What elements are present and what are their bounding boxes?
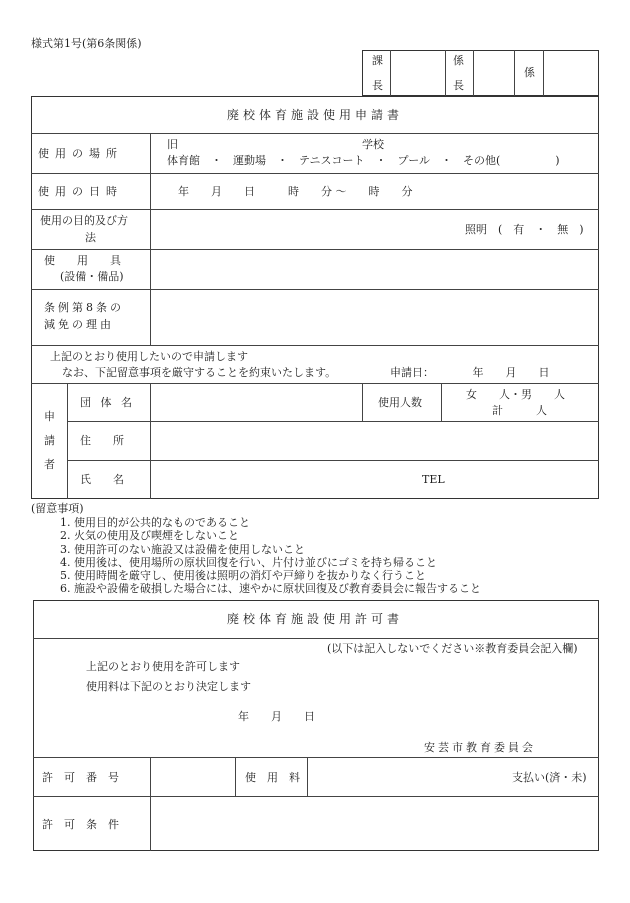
notes-header: (留意事項) xyxy=(31,502,84,515)
lighting-option[interactable]: 照明 ( 有 ・ 無 ) xyxy=(465,223,584,236)
permit-issuer: 安芸市教育委員会 xyxy=(424,741,536,754)
place-old: 旧 xyxy=(167,138,178,151)
permit-number-label: 許 可 番 号 xyxy=(42,771,119,784)
address-label: 住 所 xyxy=(80,434,124,447)
fee-input[interactable] xyxy=(308,758,498,796)
equipment-label: 使 用 具 xyxy=(44,254,121,267)
note-item: 6. 施設や設備を破損した場合には、速やかに原状回復及び教育委員会に報告すること xyxy=(60,582,481,595)
conditions-input[interactable] xyxy=(151,797,599,851)
org-name-input[interactable] xyxy=(151,384,361,421)
approval-kakaricho-label: 係 xyxy=(453,54,464,67)
permit-note: (以下は記入しないでください※教育委員会記入欄) xyxy=(327,642,578,655)
name-input[interactable] xyxy=(151,461,411,499)
note-item: 3. 使用許可のない施設又は設備を使用しないこと xyxy=(60,543,305,556)
payment-status[interactable]: 支払い(済・未) xyxy=(512,771,587,784)
approval-kakaricho-label-2: 長 xyxy=(453,79,464,92)
users-count-total[interactable]: 計 人 xyxy=(492,404,547,417)
purpose-label-2: 法 xyxy=(85,231,96,244)
declaration-text: 上記のとおり使用したいので申請します xyxy=(50,350,248,363)
permit-text: 上記のとおり使用を許可します xyxy=(86,660,240,673)
note-item: 2. 火気の使用及び喫煙をしないこと xyxy=(60,529,239,542)
fee-label: 使 用 料 xyxy=(245,771,300,784)
place-label: 使用の場所 xyxy=(38,147,123,160)
applicant-label-2: 請 xyxy=(44,434,55,447)
users-label: 使用人数 xyxy=(378,396,422,409)
name-label: 氏 名 xyxy=(80,473,124,486)
permit-number-input[interactable] xyxy=(151,758,234,796)
declaration-text-2: なお、下記留意事項を厳守することを約束いたします。 xyxy=(62,366,337,379)
equipment-input[interactable] xyxy=(151,250,599,289)
applicant-label-3: 者 xyxy=(44,458,55,471)
approval-ka-label: 課 xyxy=(372,54,383,67)
apply-date[interactable]: 申請日： 年 月 日 xyxy=(390,366,550,379)
approval-ka-label-2: 長 xyxy=(372,79,383,92)
note-item: 5. 使用時間を厳守し、使用後は照明の消灯や戸締りを抜かりなく行うこと xyxy=(60,569,426,582)
application-title: 廃校体育施設使用申請書 xyxy=(226,108,403,122)
date-label: 使用の日時 xyxy=(38,185,123,198)
users-count-female-male[interactable]: 女 人・男 人 xyxy=(466,388,565,401)
permit-date: 年 月 日 xyxy=(238,710,315,723)
equipment-label-2: (設備・備品) xyxy=(60,270,124,283)
conditions-label: 許 可 条 件 xyxy=(42,818,119,831)
place-options[interactable]: 体育館 ・ 運動場 ・ テニスコート ・ プール ・ その他( ) xyxy=(167,154,560,167)
purpose-label: 使用の目的及び方 xyxy=(40,214,128,227)
note-item: 4. 使用後は、使用場所の原状回復を行い、片付け並びにゴミを持ち帰ること xyxy=(60,556,437,569)
reduction-label: 条例第8条の xyxy=(44,301,124,314)
permit-text-2: 使用料は下記のとおり決定します xyxy=(86,680,251,693)
reduction-label-2: 減免の理由 xyxy=(44,318,114,331)
org-name-label: 団 体 名 xyxy=(80,396,135,409)
note-item: 1. 使用目的が公共的なものであること xyxy=(60,516,250,529)
address-input[interactable] xyxy=(151,422,599,460)
purpose-input[interactable] xyxy=(151,210,451,249)
applicant-label: 申 xyxy=(44,410,55,423)
approval-kakari-label: 係 xyxy=(524,66,535,79)
reduction-input[interactable] xyxy=(151,290,599,345)
permit-title: 廃校体育施設使用許可書 xyxy=(226,612,403,626)
tel-label: TEL xyxy=(422,473,445,486)
date-value[interactable]: 年 月 日 時 分 〜 時 分 xyxy=(178,185,413,198)
approval-stamp-box xyxy=(362,50,599,96)
form-number: 様式第1号(第6条関係) xyxy=(31,37,142,50)
place-school: 学校 xyxy=(362,138,384,151)
